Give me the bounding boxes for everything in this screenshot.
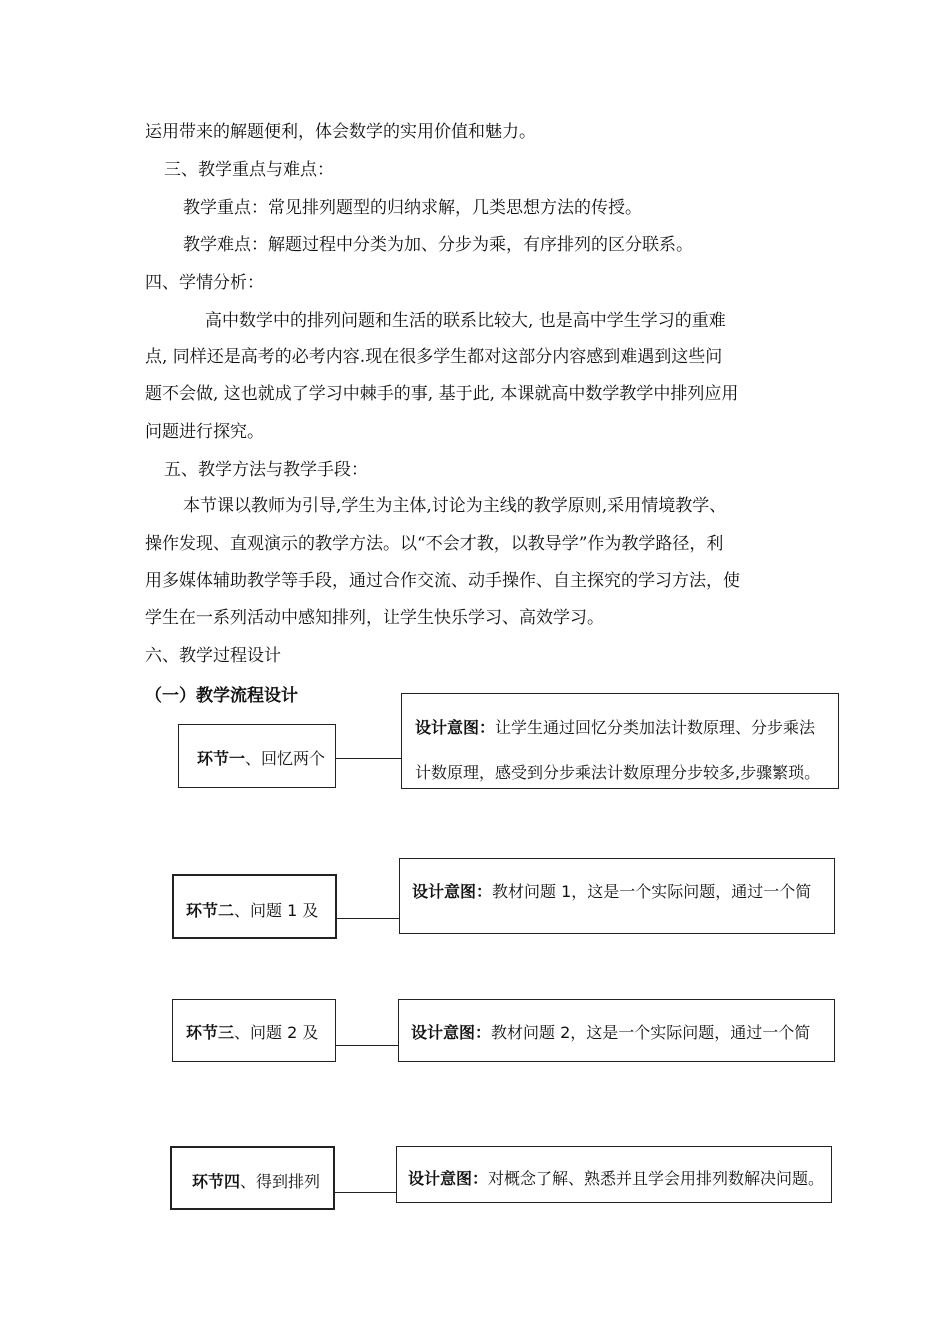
flow-intent-box <box>401 693 839 789</box>
stage-label-bold: 环节二 <box>186 901 235 920</box>
intent-text: 对概念了解、熟悉并且学会用排列数解决问题。 <box>488 1169 825 1188</box>
flow-intent-box <box>396 1146 832 1203</box>
flow-intent-box <box>398 999 835 1062</box>
section-heading-6: 六、教学过程设计 <box>145 646 281 666</box>
stage-label: 、问题 1 及 <box>234 901 319 920</box>
analysis-line: 题不会做, 这也就成了学习中棘手的事, 基于此, 本课就高中数学教学中排列应用 <box>145 384 739 404</box>
intent-label: 设计意图： <box>411 1023 492 1042</box>
section-heading-3: 三、教学重点与难点： <box>164 160 334 180</box>
intent-text: 教材问题 2，这是一个实际问题，通过一个简 <box>491 1023 811 1042</box>
flow-stage-box <box>172 999 336 1062</box>
subsection-heading: （一）教学流程设计 <box>145 686 298 706</box>
method-line: 操作发现、直观演示的教学方法。以“不会才教，以教导学”作为教学路径，利 <box>145 534 724 554</box>
flow-connector <box>337 918 400 919</box>
intent-text: 计数原理，感受到分步乘法计数原理分步较多,步骤繁琐。 <box>415 763 821 782</box>
flow-stage-box <box>170 1146 335 1210</box>
intent-text: 让学生通过回忆分类加法计数原理、分步乘法 <box>495 718 816 737</box>
stage-label-bold: 环节一 <box>197 749 246 768</box>
flow-connector <box>336 758 402 759</box>
section-heading-4: 四、学情分析： <box>145 273 264 293</box>
paragraph-line: 运用带来的解题便利，体会数学的实用价值和魅力。 <box>145 122 536 142</box>
difficulty-text: 教学难点：解题过程中分类为加、分步为乘，有序排列的区分联系。 <box>183 235 693 255</box>
flow-connector <box>335 1192 397 1193</box>
stage-label-bold: 环节四 <box>192 1172 241 1191</box>
stage-label: 、回忆两个 <box>245 749 326 768</box>
flow-stage-box <box>178 724 336 788</box>
section-heading-5: 五、教学方法与教学手段： <box>164 460 368 480</box>
method-line: 用多媒体辅助教学等手段，通过合作交流、动手操作、自主探究的学习方法，使 <box>145 571 740 591</box>
method-line: 学生在一系列活动中感知排列，让学生快乐学习、高效学习。 <box>145 608 604 628</box>
key-point-text: 教学重点：常见排列题型的归纳求解，几类思想方法的传授。 <box>183 198 642 218</box>
stage-label: 、得到排列 <box>240 1172 321 1191</box>
analysis-line: 点, 同样还是高考的必考内容.现在很多学生都对这部分内容感到难遇到这些问 <box>145 347 723 367</box>
intent-label: 设计意图： <box>412 882 493 901</box>
intent-label: 设计意图： <box>408 1169 489 1188</box>
method-line: 本节课以教师为引导,学生为主体,讨论为主线的教学原则,采用情境教学、 <box>183 496 727 516</box>
analysis-line: 问题进行探究。 <box>145 422 264 442</box>
flow-intent-box <box>399 858 835 934</box>
stage-label-bold: 环节三 <box>186 1023 235 1042</box>
stage-label: 、问题 2 及 <box>234 1023 319 1042</box>
analysis-line: 高中数学中的排列问题和生活的联系比较大, 也是高中学生学习的重难 <box>205 311 726 331</box>
intent-label: 设计意图： <box>415 718 496 737</box>
intent-text: 教材问题 1，这是一个实际问题，通过一个简 <box>492 882 812 901</box>
flow-stage-box <box>172 874 337 939</box>
flow-connector <box>336 1045 399 1046</box>
